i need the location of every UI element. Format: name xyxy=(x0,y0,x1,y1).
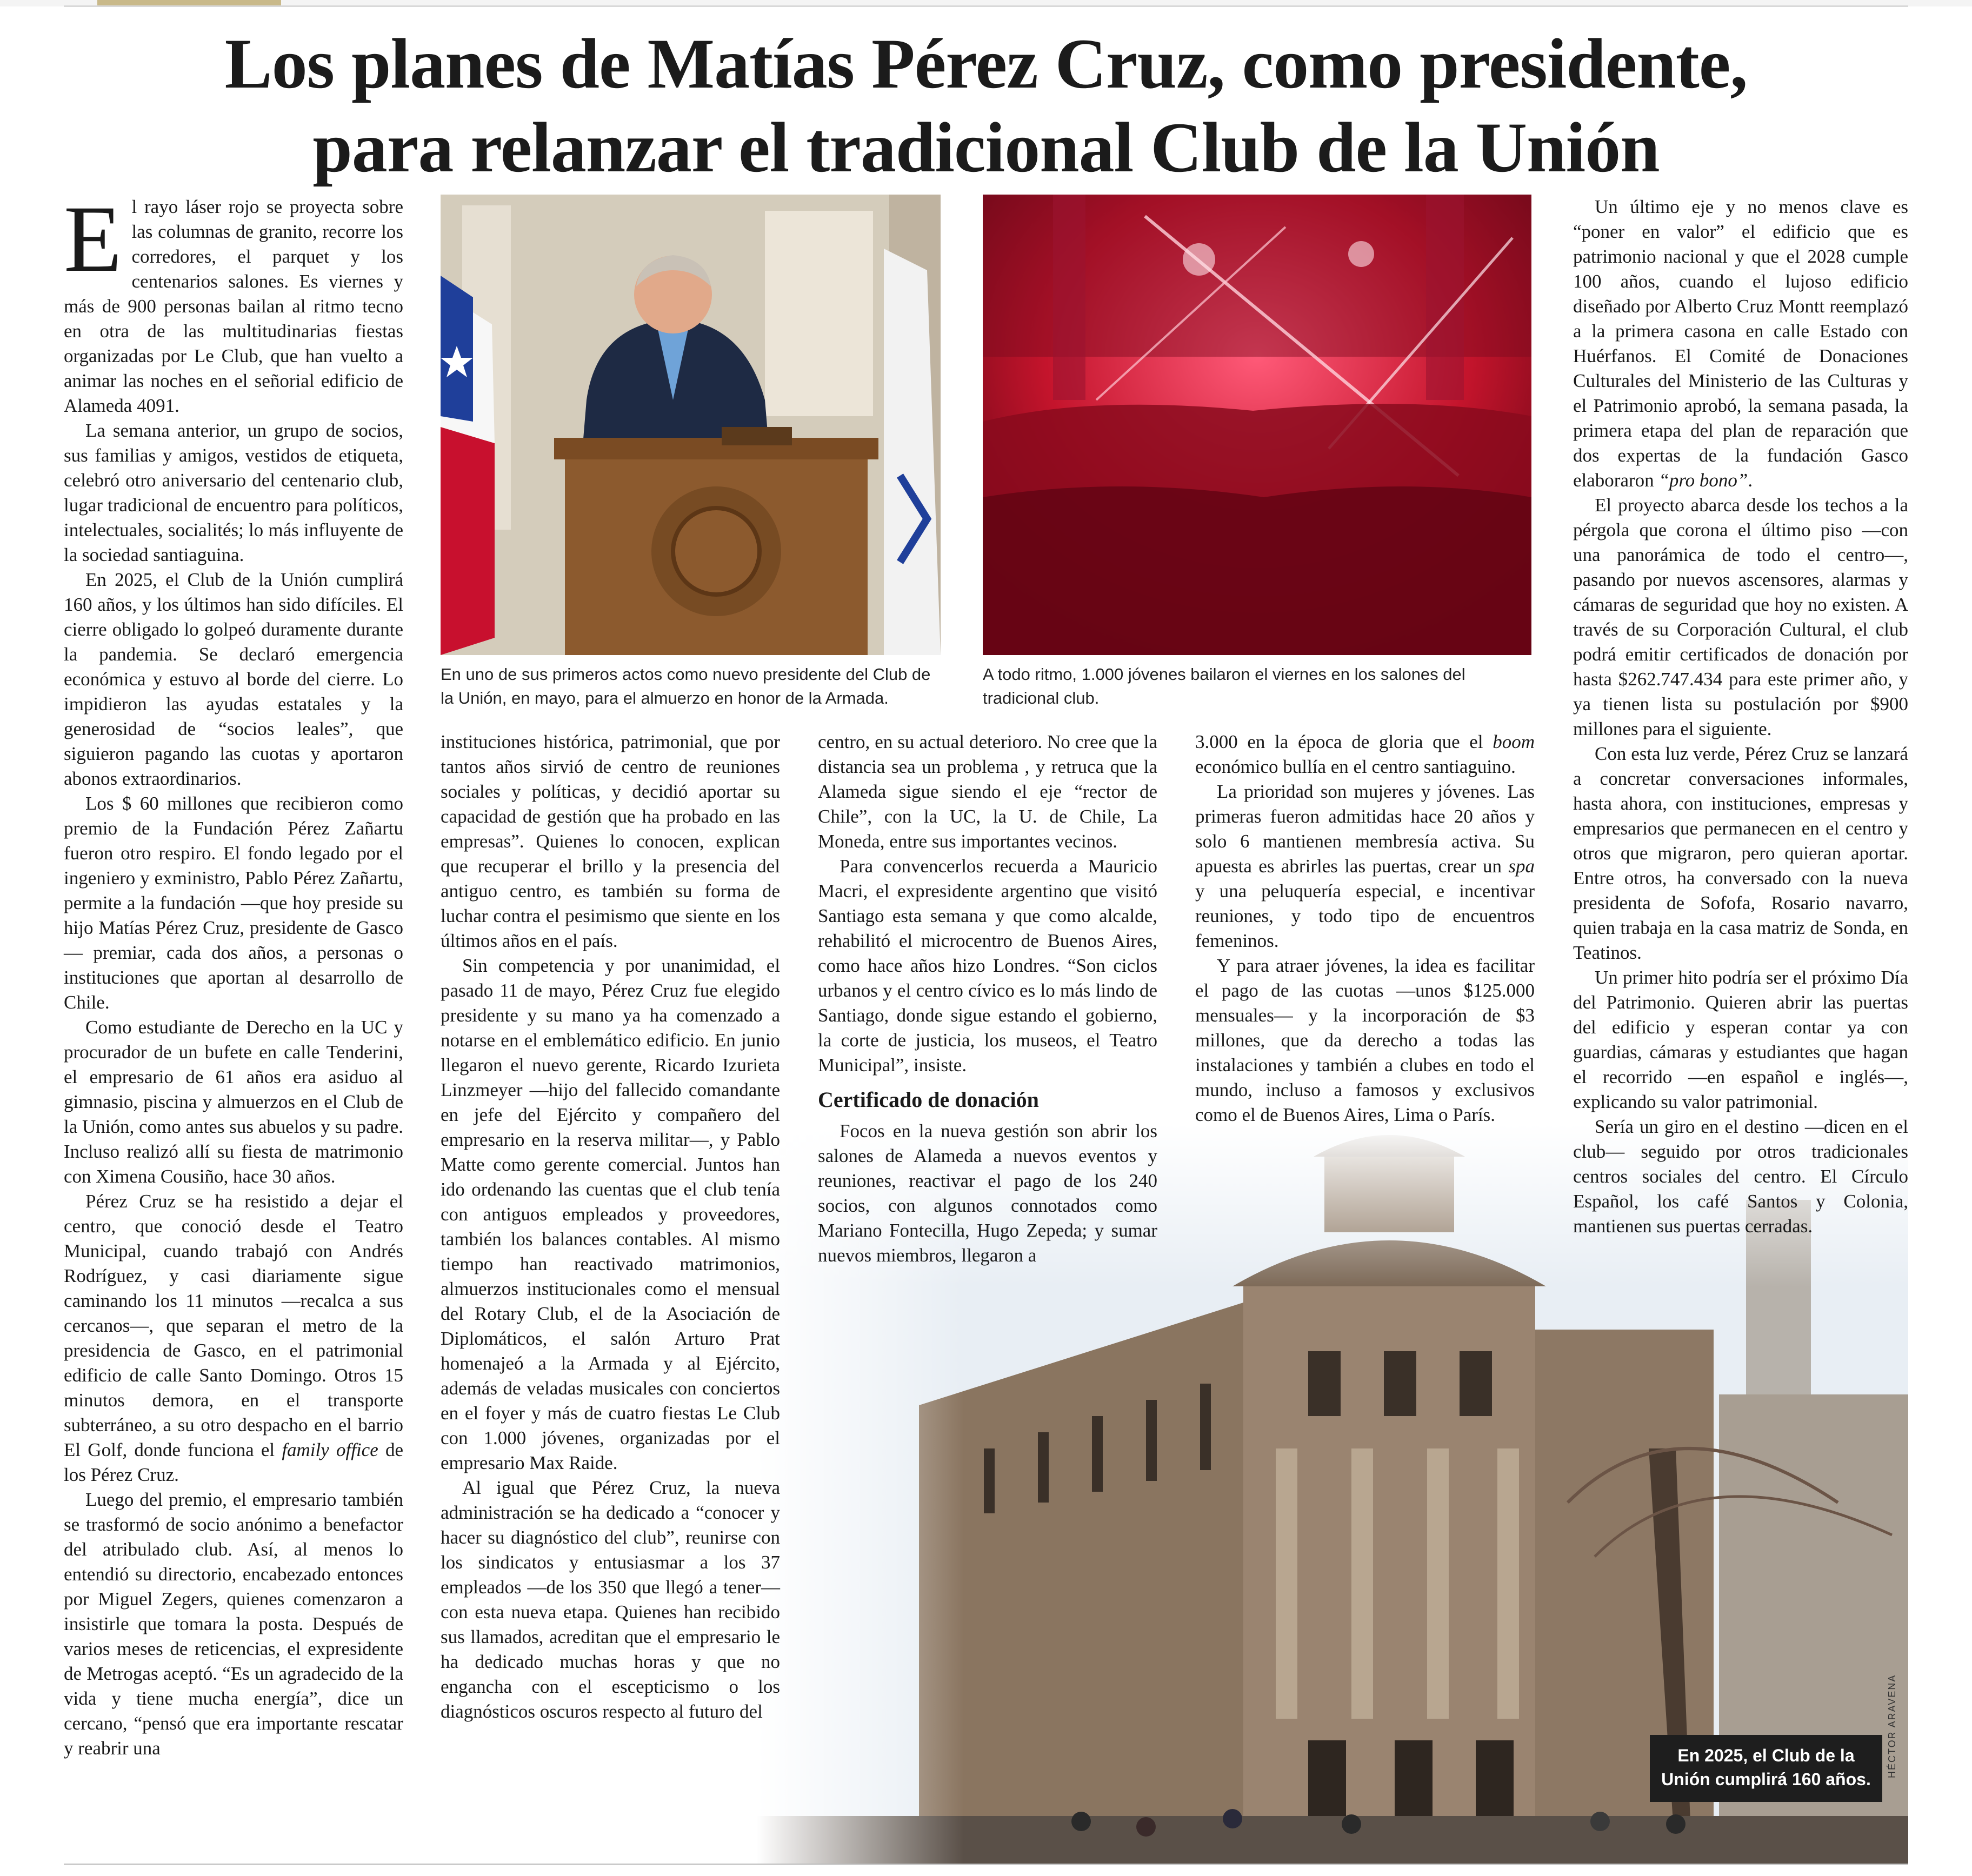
paragraph-7: Luego del premio, el empresario también se trasformó de socio anónimo a benefactor del atribulado club. Así, al menos lo entendió su directorio, encabezado entonces por Miguel Zegers, quienes comenzaron a insistirle que tomara la posta. Después de varios meses de reticencias, el expresidente de Metrogas aceptó. “Es un agradecido de la vida y tiene mucha energía”, dice un cercano, “pensó que era importante rescatar y reabrir una xyxy=(64,1489,403,1759)
caption-podium: En uno de sus primeros actos como nuevo presidente del Club de la Unión, en mayo, para el almuerzo en honor de la Armada. xyxy=(441,665,931,707)
paragraph-6-text: Pérez Cruz se ha resistido a dejar el centro, que conoció desde el Teatro Municipal, cuando trabajó con Andrés Rodríguez, y casi diariamente sigue caminando los 11 minutos —recalca a sus cercanos—, que separan el metro de la presidencia de Gasco, en el patrimonial edificio de calle Santo Domingo. Otros 15 minutos demora, en el transporte subterráneo, a su otro despacho en el barrio El Golf, donde funciona el xyxy=(64,1191,403,1460)
photo-credit: HÉCTOR ARAVENA xyxy=(1887,1674,1897,1778)
podium-illustration xyxy=(441,195,941,655)
drop-cap: E xyxy=(64,186,122,292)
paragraph-17-text: Un último eje y no menos clave es “poner en valor” el edificio que es patrimonio nacional y que el 2028 cumple 100 años, cuando el lujoso edificio diseñado por Alberto Cruz Montt reemplazó a la primera casona en calle Estado con Huérfanos. El Comité de Donaciones Culturales del Ministerio de las Culturas y el Patrimonio aprobó, la semana pasada, la primera etapa del plan de reparación que dos expertas de la fundación Gasco elaboraron xyxy=(1573,196,1908,491)
paragraph-19: Con esta luz verde, Pérez Cruz se lanzará a concretar conversaciones informales, hasta ahora, con instituciones, empresas y empresarios que permanecen en el centro y otros que migraron, pero quieran aportar. Entre otros, ha conversado con la nueva presidenta de Sofofa, Rosario navarro, quien trabaja en la casa matriz de Sonda, en Teatinos. xyxy=(1573,743,1908,963)
column-1 xyxy=(64,186,404,1761)
paragraph-10: Al igual que Pérez Cruz, la nueva administración se ha dedicado a “conocer y hacer su diagnóstico del club”, reunirse con los sindicatos y entusiasmar a los 37 empleados —de los 350 que llegó a tener— con esta nueva etapa. Quienes han recibido sus llamados, acreditan que el empresario le ha dedicado muchas horas y que no engancha con el escepticismo o los diagnósticos oscuros respecto al futuro del xyxy=(441,1477,780,1722)
headline xyxy=(64,22,1908,189)
paragraph-12: Para convencerlos recuerda a Mauricio Macri, el expresidente argentino que visitó Santiago esta semana y que como alcalde, rehabilitó el microcentro de Buenos Aires, como hace años hizo Londres. “Son ciclos urbanos y el centro cívico es lo más lindo de Santiago, donde sigue estando el gobierno, la corte de justicia, los museos, el Teatro Municipal”, insiste. xyxy=(818,856,1157,1076)
paragraph-15-end: y una peluquería especial, e incentivar reuniones, y todo tipo de encuentros femeninos. xyxy=(1195,880,1535,951)
paragraph-14-italic: boom xyxy=(1493,731,1535,752)
paragraph-17-end: . xyxy=(1748,470,1753,491)
paragraph-21: Sería un giro en el destino —dicen en el club— seguido por otros tradicionales centros sociales del centro. El Círculo Español, los café Santos y Colonia, mantienen sus puertas cerradas. xyxy=(1573,1116,1908,1237)
paragraph-15 xyxy=(1195,779,1535,953)
paragraph-6-end: de los Pérez Cruz. xyxy=(64,1439,404,1485)
paragraph-3: En 2025, el Club de la Unión cumplirá 160 años, y los últimos han sido difíciles. El cierre obligado lo golpeó duramente durante la pandemia. Se declaró emergencia económica y estuvo al borde del cierre. Lo impidieron las ayudas estatales y la generosidad de “socios leales”, que siguieron pagando las cuotas y aportaron abonos extraordinarios. xyxy=(64,569,403,789)
paragraph-11: centro, en su actual deterioro. No cree que la distancia sea un problema , y retruca que la Alameda sigue siendo el eje “rector de Chile”, con la UC, la U. de Chile, La Moneda, entre sus importantes vecinos. xyxy=(818,731,1157,852)
paragraph-1 xyxy=(64,186,403,418)
photo-podium xyxy=(441,195,941,655)
paragraph-17 xyxy=(1573,195,1908,493)
paragraph-14 xyxy=(1195,730,1535,779)
party-illustration xyxy=(983,195,1531,655)
bottom-rule xyxy=(64,1864,1908,1865)
subheading-certificado: Certificado de donación xyxy=(818,1087,1039,1112)
section-tab xyxy=(97,0,281,5)
paragraph-14-end: económico bullía en el centro santiaguino. xyxy=(1195,756,1516,777)
paragraph-18: El proyecto abarca desde los techos a la pérgola que corona el último piso —con una panorámica de todo el centro—, pasando por nuevos ascensores, alarmas y cámaras de seguridad que hoy no existen. A través de su Corporación Cultural, el club podrá emitir certificados de donación por hasta $262.747.434 para este primer año, y ya tienen lista su postulación por $900 millones para el siguiente. xyxy=(1573,495,1908,739)
column-4 xyxy=(1195,730,1535,1127)
top-rule xyxy=(64,5,1908,7)
headline-line-1: Los planes de Matías Pérez Cruz, como presidente, xyxy=(224,24,1748,103)
paragraph-20: Un primer hito podría ser el próximo Día del Patrimonio. Quieren abrir las puertas del edificio y esperan contar ya con guardias, cámaras y estudiantes que hagan el recorrido —en español e inglés—, explicando su valor patrimonial. xyxy=(1573,967,1908,1112)
paragraph-15-text: La prioridad son mujeres y jóvenes. Las primeras fueron admitidas hace 20 años y solo 6 mantienen membresía activa. Su apuesta es abrirles las puertas, crear un xyxy=(1195,781,1535,877)
paragraph-4: Los $ 60 millones que recibieron como premio de la Fundación Pérez Zañartu fueron otro respiro. El fondo legado por el ingeniero y exministro, Pablo Pérez Zañartu, permite a la fundación —que hoy preside su hijo Matías Pérez Cruz, presidente de Gasco— premiar, cada dos años, a personas o instituciones que aportan al desarrollo de Chile. xyxy=(64,793,403,1013)
paragraph-13: Focos en la nueva gestión son abrir los salones de Alameda a nuevos eventos y reuniones, reactivar el pago de los 240 socios, con algunos connotados como Mariano Fontecilla, Hugo Zepeda; y sumar nuevos miembros, llegaron a xyxy=(818,1120,1157,1266)
paragraph-16: Y para atraer jóvenes, la idea es facilitar el pago de las cuotas —unos $125.000 mensuales— y la incorporación de $3 millones, que da derecho a todas las instalaciones y también a clubes en todo el mundo, incluso a famosos y exclusivos como el de Buenos Aires, Lima o París. xyxy=(1195,955,1535,1125)
paragraph-15-italic: spa xyxy=(1508,856,1535,877)
paragraph-17-italic: “pro bono” xyxy=(1658,470,1748,491)
paragraph-6-italic: family office xyxy=(282,1439,378,1460)
paragraph-2: La semana anterior, un grupo de socios, sus familias y amigos, vestidos de etiqueta, celebró otro aniversario del centenario club, lugar tradicional de encuentro para políticos, intelectuales, socialités; lo más influyente de la sociedad santiaguina. xyxy=(64,420,403,565)
caption-building: En 2025, el Club de la Unión cumplirá 160 años. xyxy=(1650,1735,1882,1802)
column-3 xyxy=(818,730,1157,1268)
paragraph-8: instituciones histórica, patrimonial, que por tantos años sirvió de centro de reuniones sociales y políticas, y decidió aportar su capacidad de gestión que ha probado en las empresas”. Quienes lo conocen, explican que recuperar el brillo y la presencia del antiguo centro, es también su forma de luchar contra el pesimismo que siente en los últimos años en el país. xyxy=(441,731,780,951)
column-2 xyxy=(441,730,780,1724)
paragraph-14-text: 3.000 en la época de gloria que el xyxy=(1195,731,1483,752)
paragraph-5: Como estudiante de Derecho en la UC y procurador de un bufete en calle Tenderini, el empresario de 61 años era asiduo al gimnasio, piscina y almuerzos en el Club de la Unión, como antes sus abuelos y su padre. Incluso realizó allí su fiesta de matrimonio con Ximena Cousiño, hace 30 años. xyxy=(64,1017,403,1187)
caption-party: A todo ritmo, 1.000 jóvenes bailaron el viernes en los salones del tradicional club. xyxy=(983,665,1465,707)
headline-line-2: para relanzar el tradicional Club de la Unión xyxy=(312,108,1660,187)
paragraph-6 xyxy=(64,1189,403,1487)
paragraph-9: Sin competencia y por unanimidad, el pasado 11 de mayo, Pérez Cruz fue elegido presidente y su mano ya ha comenzado a notarse en el emblemático edificio. En junio llegaron el nuevo gerente, Ricardo Izurieta Linzmeyer —hijo del fallecido comandante en jefe del Ejército y compañero del empresario en la reserva militar—, y Pablo Matte como gerente comercial. Juntos han ido ordenando las cuentas que el club tenía con antiguos empleados y proveedores, también los balances contables. Al mismo tiempo han reactivado matrimonios, almuerzos institucionales como el mensual del Rotary Club, el de la Asociación de Diplomáticos, el salón Arturo Prat homenajeó a la Armada y al Ejército, además de veladas musicales con conciertos en el foyer y más de cuatro fiestas Le Club con 1.000 jóvenes, organizadas por el empresario Max Raide. xyxy=(441,955,780,1473)
column-5 xyxy=(1573,195,1908,1239)
photo-party xyxy=(983,195,1531,655)
paragraph-1-text: l rayo láser rojo se proyecta sobre las columnas de granito, recorre los corredores, el parquet y los centenarios salones. Es viernes y más de 900 personas bailan al ritmo tecno en otra de las multitudinarias fiestas organizadas por Le Club, que han vuelto a animar las noches en el señorial edificio de Alameda 4091. xyxy=(64,196,403,416)
